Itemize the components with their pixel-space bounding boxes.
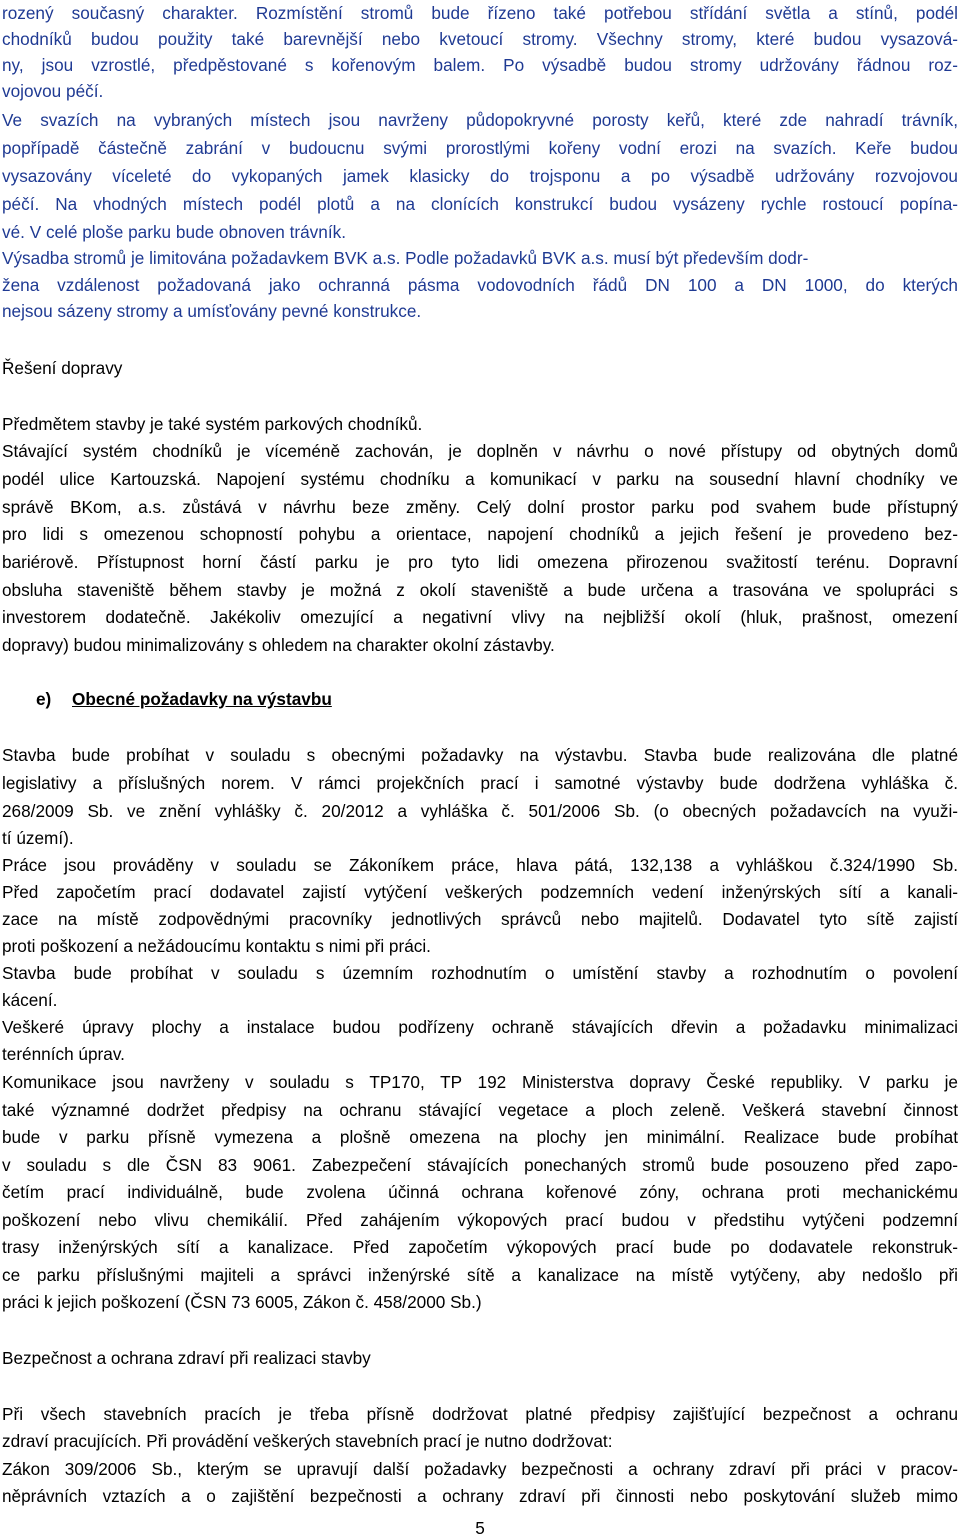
text-line: Komunikace jsou navrženy v souladu s TP170, TP 192 Ministerstva dopravy České republiky. V parku je [2,1072,958,1092]
text-line: vysazovány víceleté do vykopaných jamek klasicky do trojsponu a po výsadbě udržovány rozvojovou [2,166,958,186]
text-line: Předmětem stavby je také systém parkových chodníků. [2,414,423,434]
text-line: terénních úprav. [2,1044,125,1064]
text-line: zace na místě zodpovědnými pracovníky jednotlivých správců nebo majitelů. Dodavatel tyto sítě zajistí [2,909,958,929]
text-line: Při všech stavebních pracích je třeba přísně dodržovat platné předpisy zajišťující bezpečnost a ochranu [2,1404,958,1424]
text-line: 268/2009 Sb. ve znění vyhlášky č. 20/2012 a vyhláška č. 501/2006 Sb. (o obecných požadavcích na využi- [2,801,958,821]
text-line: vojovou péčí. [2,81,104,101]
text-line: Stavba bude probíhat v souladu s územním rozhodnutím o umístění stavby a rozhodnutím o povolení [2,963,958,983]
text-line: Veškeré úpravy plochy a instalace budou podřízeny ochraně stávajících dřevin a požadavku minimalizaci [2,1017,958,1037]
text-line: správě BKom, a.s. zůstává v návrhu beze změny. Celý dolní prostor parku pod svahem bude přístupný [2,497,958,517]
section-heading: Bezpečnost a ochrana zdraví při realizaci stavby [2,1348,371,1368]
text-line: také významné dodržet předpisy na ochranu stávající vegetace a ploch zeleně. Veškerá stavební činnost [2,1100,958,1120]
text-line: v souladu s dle ČSN 83 9061. Zabezpečení stávajících ponechaných stromů bude posouzeno před zapo- [2,1155,958,1175]
section-e-label: e) [36,689,52,709]
text-line: obsluha staveniště během stavby je možná z okolí staveniště a bude určena a trasována ve spolupráci s [2,580,958,600]
text-line: zdraví pracujících. Při provádění veškerých stavebních prací je nutno dodržovat: [2,1431,613,1451]
text-line: Ve svazích na vybraných místech jsou navrženy půdopokryvné porosty keřů, které zde nahradí trávník, [2,110,958,130]
text-line: kácení. [2,990,58,1010]
text-line: investorem dodatečně. Jakékoliv omezující a negativní vlivy na nejbližší okolí (hluk, prašnost, omezení [2,607,958,627]
text-line: trasy inženýrských sítí a kanalizace. Před započetím výkopových prací bude po dodavatele rekonstruk- [2,1237,958,1257]
text-line: Před započetím prací dodavatel zajistí vytýčení veškerých podzemních vedení inženýrských sítí a kanali- [2,882,958,902]
section-e-title: Obecné požadavky na výstavbu [72,689,332,709]
text-line: ce parku příslušnými majiteli a správci inženýrské sítě a kanalizace na místě vytýčeny, aby nedošlo při [2,1265,958,1285]
text-line: bude v parku přísně vymezena a plošně omezena na plochy jen minimální. Realizace bude probíhat [2,1127,958,1147]
text-line: žena vzdálenost požadovaná jako ochranná pásma vodovodních řádů DN 100 a DN 1000, do kterých [2,275,958,295]
text-line: pro lidi s omezenou schopností pohybu a orientace, napojení chodníků a jejich řešení je provedeno bez- [2,524,958,544]
text-line: rozený současný charakter. Rozmístění stromů bude řízeno také potřebou střídání světla a stínů, podél [2,3,958,23]
text-line: tí území). [2,828,74,848]
page-number: 5 [475,1518,485,1538]
text-line: něprávních vztazích a o zajištění bezpečnosti a ochrany zdraví při činnosti nebo poskytování služeb mimo [2,1486,958,1506]
text-line: Práce jsou prováděny v souladu se Zákoníkem práce, hlava pátá, 132,138 a vyhláškou č.324/1990 Sb. [2,855,958,875]
text-line: Zákon 309/2006 Sb., kterým se upravují další požadavky bezpečnosti a ochrany zdraví při práci v pracov- [2,1459,958,1479]
text-line: podél ulice Kartouzská. Napojení systému chodníku a komunikací v parku na sousední hlavní chodníky ve [2,469,958,489]
text-line: Výsadba stromů je limitována požadavkem BVK a.s. Podle požadavků BVK a.s. musí být především dodr- [2,248,809,268]
text-line: proti poškození a nežádoucímu kontaktu s nimi při práci. [2,936,431,956]
text-line: vé. V celé ploše parku bude obnoven trávník. [2,222,346,242]
text-line: ny, jsou vzrostlé, předpěstované s kořenovým balem. Po výsadbě budou stromy udržovány řádnou roz- [2,55,958,75]
text-line: popřípadě částečně zabrání v budoucnu svými prorostlými kořeny vodní erozi na svazích. Keře budou [2,138,958,158]
section-e-heading [36,686,332,712]
text-line: Stavba bude probíhat v souladu s obecnými požadavky na výstavbu. Stavba bude realizována dle platné [2,745,958,765]
text-line: péčí. Na vhodných místech podél plotů a na clonících konstrukcí budou vysázeny rychle rostoucí popína- [2,194,958,214]
text-line: chodníků budou použity také barevnější nebo kvetoucí stromy. Všechny stromy, které budou vysazová- [2,29,958,49]
text-line: dopravy) budou minimalizovány s ohledem na charakter okolní zástavby. [2,635,555,655]
text-line: Stávající systém chodníků je víceméně zachován, je doplněn v návrhu o nové přístupy od obytných domů [2,441,958,461]
section-heading: Řešení dopravy [2,358,123,378]
text-line: bariérově. Přístupnost horní částí parku je pro tyto lidi omezena přirozenou svažitostí terénu. Dopravní [2,552,958,572]
text-line: nejsou sázeny stromy a umísťovány pevné konstrukce. [2,301,422,321]
text-line: legislativy a příslušných norem. V rámci projekčních prací i samotné výstavby bude dodržena vyhláška č. [2,773,958,793]
text-line: četím prací individuálně, bude zvolena účinná ochrana kořenové zóny, ochrana proti mechanickému [2,1182,958,1202]
text-line: práci k jejich poškození (ČSN 73 6005, Zákon č. 458/2000 Sb.) [2,1292,482,1312]
text-line: poškození nebo vlivu chemikálií. Před zahájením výkopových prací budou v předstihu vytýčeni podzemní [2,1210,958,1230]
